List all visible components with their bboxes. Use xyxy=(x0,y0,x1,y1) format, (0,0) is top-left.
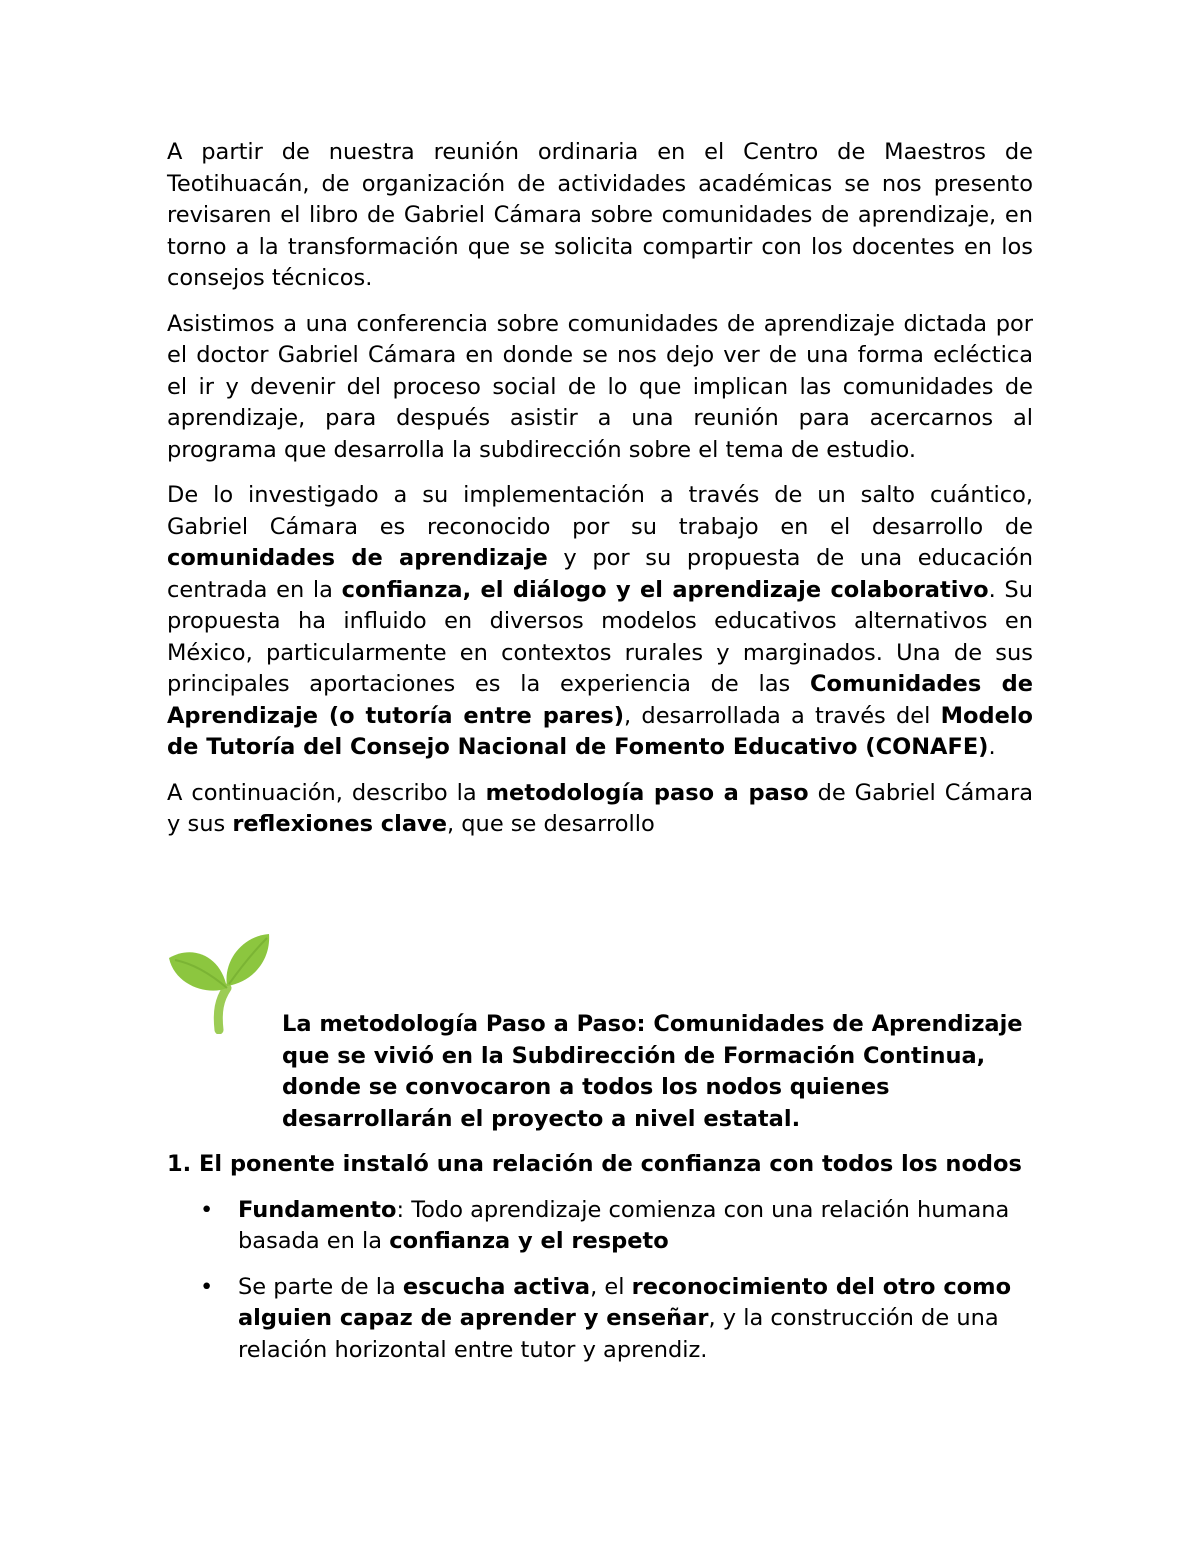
bold-text: reflexiones clave xyxy=(232,811,447,837)
paragraph-2: Asistimos a una conferencia sobre comunidades de aprendizaje dictada por el doctor Gabriel Cámara en donde se nos dejo ver de una forma ecléctica el ir y devenir del proceso social de lo que implican las comunidades de aprendizaje, para después asistir a una reunión para acercarnos al programa que desarrolla la subdirección sobre el tema de estudio. xyxy=(167,310,1033,463)
bullet-icon: • xyxy=(200,1196,214,1223)
bold-text: comunidades de aprendizaje xyxy=(167,545,548,571)
step-1-title: 1. El ponente instaló una relación de confianza con todos los nodos xyxy=(167,1151,1022,1177)
bullet-icon: • xyxy=(200,1273,214,1300)
text: , y la construcción de una relación horizontal entre tutor y aprendiz. xyxy=(238,1305,999,1363)
list-item xyxy=(167,1272,1033,1367)
bold-text: Modelo de Tutoría del Consejo Nacional de Fomento Educativo (CONAFE) xyxy=(167,702,1033,760)
document-body xyxy=(167,137,1033,855)
section-heading: La metodología Paso a Paso: Comunidades de Aprendizaje que se vivió en la Subdirección de Formación Continua, donde se convocaron a todos los nodos quienes desarrollarán el proyecto a nivel estatal. xyxy=(282,1011,1023,1132)
bold-text: metodología paso a paso xyxy=(485,779,809,806)
paragraph-1: A partir de nuestra reunión ordinaria en el Centro de Maestros de Teotihuacán, de organización de actividades académicas se nos presento revisaren el libro de Gabriel Cámara sobre comunidades de aprendizaje, en torno a la transformación que se solicita compartir con los docentes en los consejos técnicos. xyxy=(167,139,1033,291)
text: , el xyxy=(590,1273,632,1300)
text: de Gabriel Cámara y sus xyxy=(167,779,1033,837)
bold-text: reconocimiento del otro como alguien capaz de aprender y enseñar xyxy=(238,1273,1012,1331)
text: A continuación, describo la xyxy=(167,779,486,806)
text: , que se desarrollo xyxy=(446,811,655,837)
bold-text: escucha activa xyxy=(402,1273,591,1300)
paragraph-4 xyxy=(167,778,1033,841)
text: . xyxy=(988,734,996,760)
text: De lo investigado a su implementación a través de un salto cuántico, Gabriel Cámara es reconocido por su trabajo en el desarrollo de xyxy=(167,482,1033,540)
text: Se parte de la xyxy=(238,1273,403,1300)
list-item xyxy=(167,1195,1033,1258)
methodology-section xyxy=(167,1009,1033,1380)
bold-text: Comunidades de Aprendizaje (o tutoría entre pares) xyxy=(167,671,1033,729)
text: : Todo aprendizaje comienza con una relación humana basada en la xyxy=(238,1196,1010,1254)
text: y por su propuesta de una educación centrada en la xyxy=(167,545,1033,603)
text: . Su propuesta ha influido en diversos modelos educativos alternativos en México, particularmente en contextos rurales y marginados. Una de sus principales aportaciones es la experiencia de las xyxy=(167,576,1033,697)
bold-text: confianza y el respeto xyxy=(389,1228,669,1254)
text: , desarrollada a través del xyxy=(624,702,941,729)
paragraph-3 xyxy=(167,480,1033,764)
bullet-list xyxy=(167,1195,1033,1367)
bold-text: Fundamento xyxy=(238,1196,397,1223)
bold-text: confianza, el diálogo y el aprendizaje colaborativo xyxy=(341,576,989,603)
